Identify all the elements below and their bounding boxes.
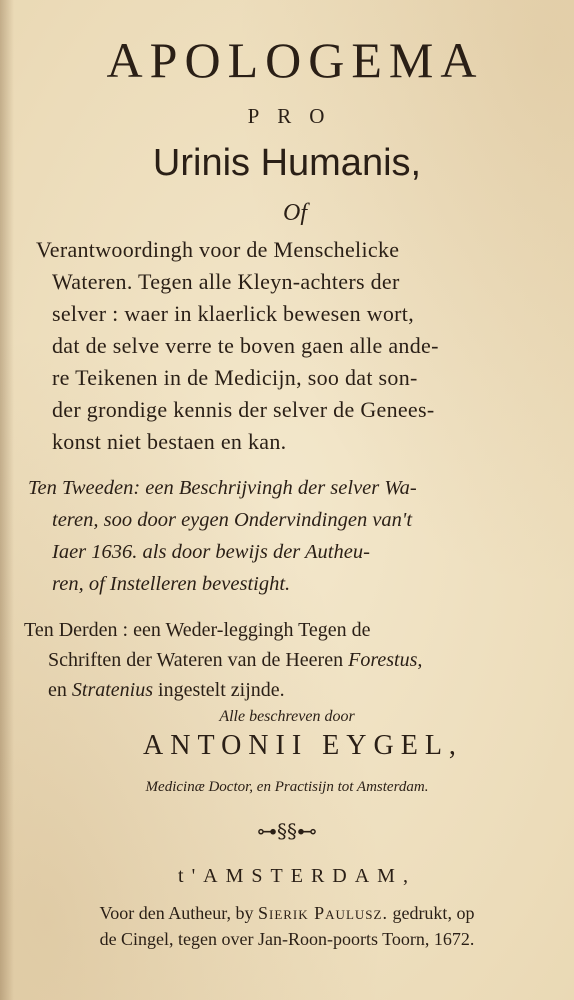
title-pro: PRO (247, 104, 343, 128)
printer-name: Sierik Paulusz. (257, 903, 388, 923)
para2-line: teren, soo door eygen Ondervindingen van't (52, 509, 413, 531)
para2-line: ren, of Instelleren bevestight. (52, 573, 291, 595)
para1-line: konst niet bestaen en kan. (52, 429, 287, 454)
para3-line: Ten Derden : een Weder-leggingh Tegen de (24, 619, 371, 641)
author-role: Medicinæ Doctor, en Practisijn tot Amsterdam. (145, 779, 429, 795)
para1-line: selver : waer in klaerlick bewesen wort, (52, 301, 415, 326)
para3-text: ingestelt zijnde. (153, 679, 285, 701)
para1-line: der grondige kennis der selver de Genees- (52, 397, 435, 422)
para1-line: re Teikenen in de Medicijn, soo dat son- (52, 365, 418, 390)
name-stratenius: Stratenius (71, 679, 154, 701)
para2-line: Ten Tweeden: een Beschrijvingh der selver Wa- (28, 477, 417, 499)
para3-text: Schriften der Wateren van de Heeren (48, 649, 349, 671)
para2-line: Iaer 1636. als door bewijs der Autheu- (52, 541, 370, 563)
printer-ornament: ⊶§§⊷ (257, 819, 317, 843)
of-connector: Of (283, 200, 307, 226)
para3-line (48, 646, 574, 674)
para1-line: Verantwoordingh voor de Menschelicke (36, 237, 400, 262)
imprint-text: Voor den Autheur, by (99, 903, 258, 923)
imprint-text: gedrukt, op (387, 903, 475, 923)
byline: Alle beschreven door (219, 708, 355, 725)
name-forestus: Forestus, (348, 649, 423, 671)
para3-text: en (48, 679, 72, 701)
imprint-city: t'AMSTERDAM, (178, 865, 416, 887)
imprint-line: de Cingel, tegen over Jan-Roon-poorts Toorn, 1672. (99, 929, 475, 949)
imprint-line (0, 900, 574, 926)
para3-line (48, 676, 574, 704)
subtitle: Urinis Humanis, (152, 142, 422, 184)
main-title: APOLOGEMA (106, 32, 484, 88)
para1-line: Wateren. Tegen alle Kleyn-achters der (52, 269, 400, 294)
author-name: ANTONII EYGEL, (143, 730, 463, 761)
para1-line: dat de selve verre te boven gaen alle ande- (52, 333, 439, 358)
